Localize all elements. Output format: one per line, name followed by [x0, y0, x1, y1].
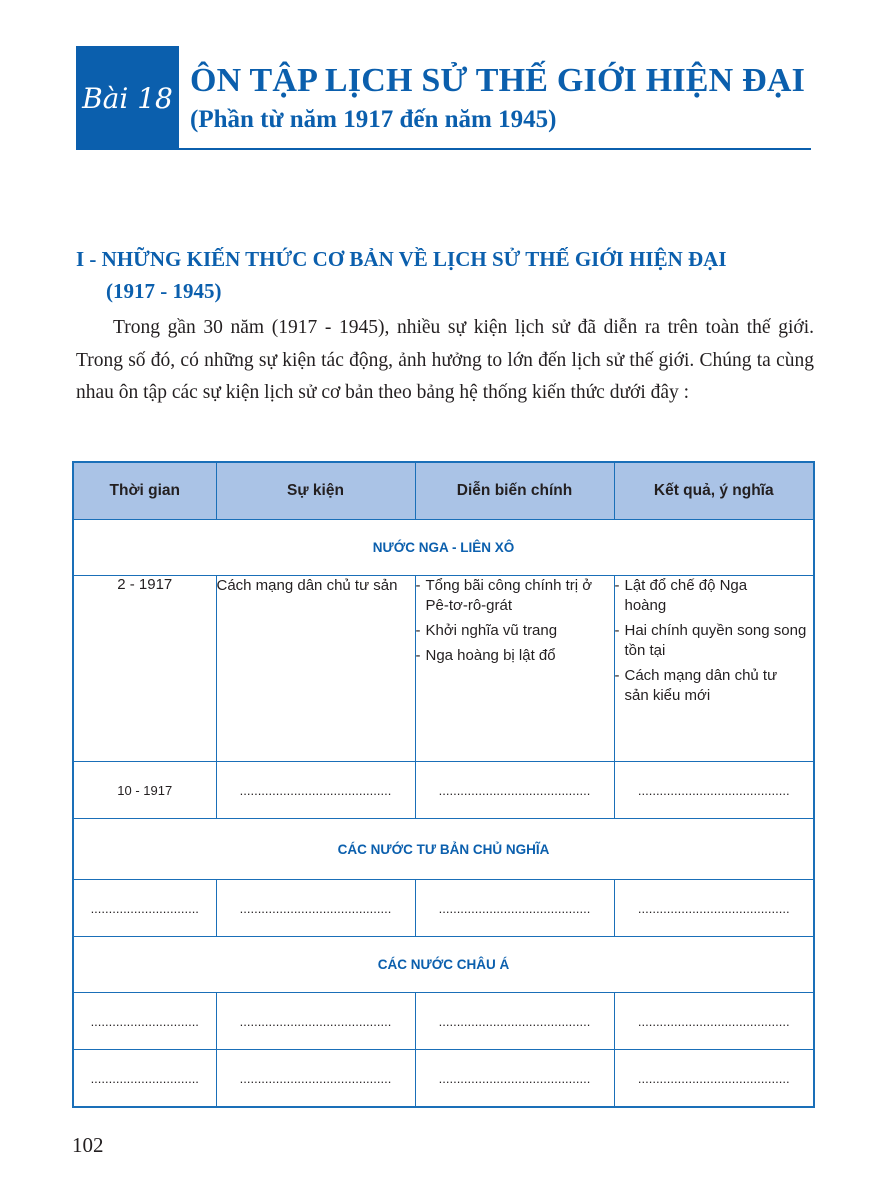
table-row	[73, 880, 814, 937]
header-results: Kết quả, ý nghĩa	[614, 462, 814, 520]
blank-cell: ..........................................	[216, 993, 415, 1050]
section-heading-line1: I - NHỮNG KIẾN THỨC CƠ BẢN VỀ LỊCH SỬ THẾ GIỚI HIỆN ĐẠI	[76, 247, 727, 271]
row1-event: Cách mạng dân chủ tư sản	[216, 576, 415, 762]
header-event: Sự kiện	[216, 462, 415, 520]
page-number: 102	[72, 1133, 104, 1157]
blank-cell: ..........................................	[216, 880, 415, 937]
result-item: - Cách mạng dân chủ tư sản kiểu mới	[615, 666, 814, 706]
blank-cell: ..........................................	[415, 762, 614, 819]
section-heading-line2: (1917 - 1945)	[106, 279, 222, 303]
row1-developments	[415, 576, 614, 762]
blank-cell: ..............................	[73, 880, 216, 937]
row1-time: 2 - 1917	[73, 576, 216, 762]
row1-results	[614, 576, 814, 762]
intro-paragraph: Trong gần 30 năm (1917 - 1945), nhiều sự kiện lịch sử đã diễn ra trên toàn thế giới. Trong số đó, có những sự kiện tác động, ảnh hưởng to lớn đến lịch sử thế giới. Chúng ta cùng nhau ôn tập các sự kiện lịch sử cơ bản theo bảng hệ thống kiến thức dưới đây :	[76, 317, 814, 403]
table-row	[73, 576, 814, 762]
blank-cell: ..........................................	[614, 762, 814, 819]
header-time: Thời gian	[73, 462, 216, 520]
blank-cell: ..........................................	[415, 880, 614, 937]
section-row-asia: CÁC NƯỚC CHÂU Á	[73, 937, 814, 993]
blank-cell: ..............................	[73, 993, 216, 1050]
table-row	[73, 993, 814, 1050]
blank-cell: ..........................................	[415, 993, 614, 1050]
blank-cell: ..............................	[73, 1050, 216, 1108]
lesson-label: Bài 18	[82, 81, 173, 115]
development-item: - Nga hoàng bị lật đổ	[416, 646, 614, 666]
section-heading	[76, 243, 727, 307]
header-developments: Diễn biến chính	[415, 462, 614, 520]
result-item: - Hai chính quyền song song tồn tại	[615, 621, 814, 661]
lesson-number-badge	[76, 46, 179, 150]
blank-cell: ..........................................	[216, 1050, 415, 1108]
development-item: - Tổng bãi công chính trị ở Pê-tơ-rô-grát	[416, 576, 614, 616]
blank-cell: ..........................................	[614, 1050, 814, 1108]
lesson-title: ÔN TẬP LỊCH SỬ THẾ GIỚI HIỆN ĐẠI	[190, 62, 806, 99]
table-row	[73, 762, 814, 819]
title-divider	[76, 148, 811, 150]
development-item: - Khởi nghĩa vũ trang	[416, 621, 614, 641]
lesson-subtitle: (Phần từ năm 1917 đến năm 1945)	[190, 106, 557, 133]
blank-cell: ..........................................	[614, 880, 814, 937]
table-header-row	[73, 462, 814, 520]
table-row	[73, 1050, 814, 1108]
blank-cell: ..........................................	[216, 762, 415, 819]
section-row-capitalist: CÁC NƯỚC TƯ BẢN CHỦ NGHĨA	[73, 819, 814, 880]
blank-cell: ..........................................	[415, 1050, 614, 1108]
section-row-russia: NƯỚC NGA - LIÊN XÔ	[73, 520, 814, 576]
blank-cell: ..........................................	[614, 993, 814, 1050]
result-item: - Lật đổ chế độ Nga hoàng	[615, 576, 814, 616]
knowledge-table	[72, 461, 815, 1108]
row2-time: 10 - 1917	[73, 762, 216, 819]
